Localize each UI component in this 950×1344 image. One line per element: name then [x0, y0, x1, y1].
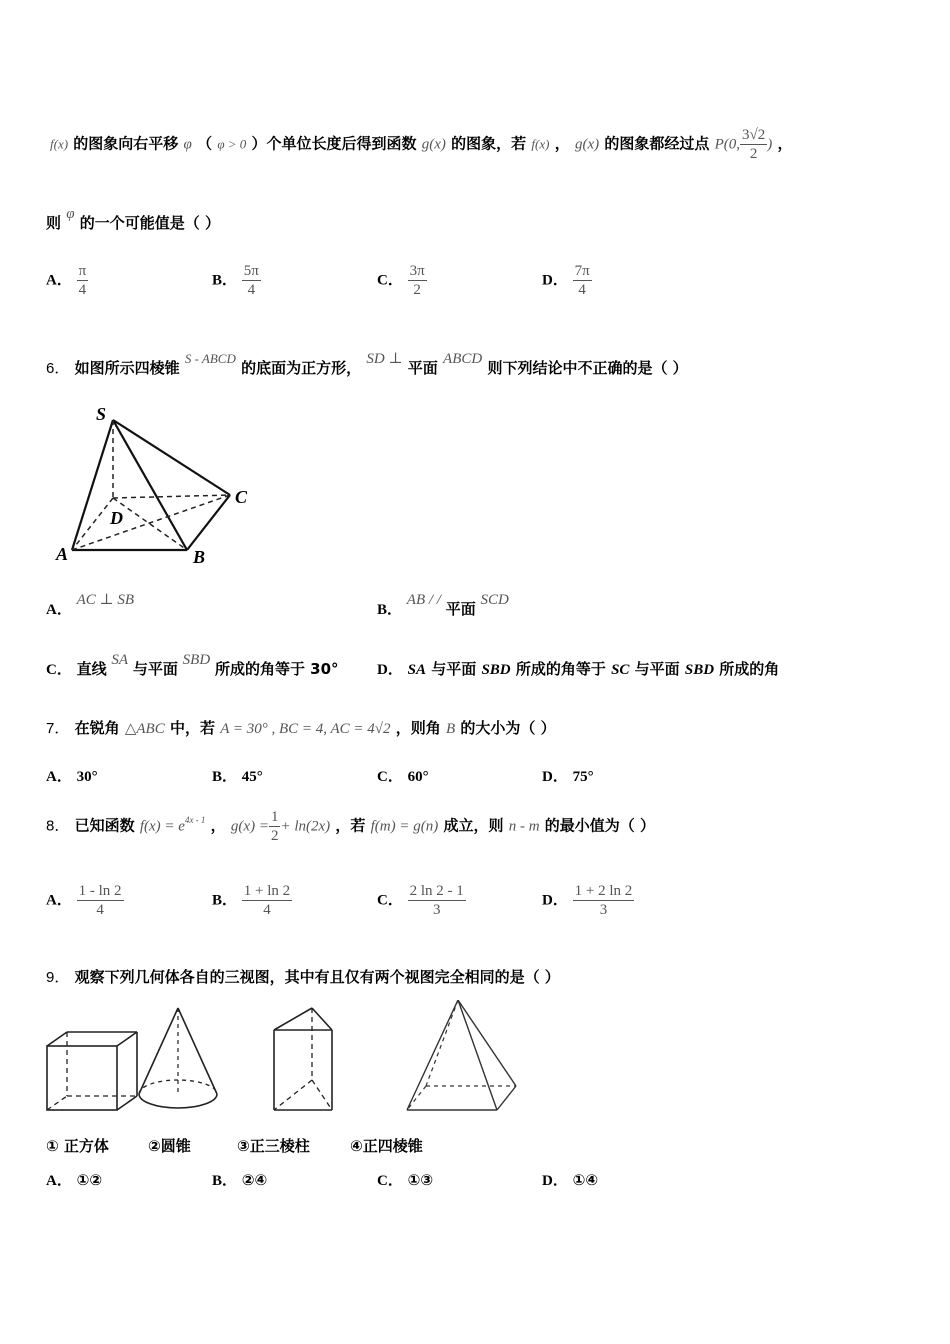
cube-drawing: [47, 1032, 137, 1110]
option-label: C．: [377, 892, 403, 909]
q8-text4: 的最小值为（ ）: [544, 816, 656, 835]
frac-den: 4: [578, 282, 586, 298]
q5-end: ，: [777, 134, 793, 153]
option-label: A．: [46, 892, 72, 909]
q5-phi2: φ: [66, 206, 75, 222]
q8-option-d[interactable]: [542, 882, 634, 919]
q5-option-d-frac: [573, 262, 592, 299]
frac-den: 2: [270, 828, 279, 844]
solids-figure: [40, 1000, 530, 1120]
q6-m2: SD ⊥: [366, 351, 403, 367]
q6-option-b-math2: SCD: [480, 592, 509, 608]
frac-den: 4: [78, 282, 87, 298]
q5-fx: f(x): [50, 136, 69, 152]
q6-option-c-m2: SBD: [182, 652, 211, 668]
q6-d-p2: SBD: [481, 662, 511, 678]
frac-num: 5π: [243, 263, 259, 279]
q8-option-d-frac: [573, 882, 635, 919]
q7-text4: 的大小为（ ）: [460, 719, 556, 737]
q6-m1: S - ABCD: [184, 351, 236, 366]
q9-option-a[interactable]: [46, 1169, 102, 1190]
frac-den: 4: [96, 902, 104, 918]
label-c: C: [235, 487, 248, 507]
q8-option-c-frac: [408, 882, 466, 919]
frac-num: π: [78, 263, 87, 279]
q6-option-a[interactable]: [46, 592, 135, 619]
option-label: B．: [212, 1173, 238, 1189]
q6-text3: 平面: [407, 359, 438, 377]
q5-text1: 的图象向右平移: [73, 134, 179, 153]
q7-text2: 中，若: [169, 719, 215, 737]
option-value: ①②: [76, 1171, 103, 1189]
q9-option-b[interactable]: [212, 1169, 267, 1190]
q8-option-a-frac: [77, 882, 124, 919]
q7-triangle: △ABC: [124, 721, 165, 737]
option-label: A．: [46, 769, 72, 785]
label-s: S: [96, 404, 107, 424]
q7-angle-b: B: [445, 721, 456, 737]
option-label: A．: [46, 272, 72, 289]
q9-caption-prism: [237, 1135, 310, 1156]
frac-num: 7π: [574, 263, 590, 279]
q8-text2: ，若: [335, 816, 366, 835]
frac-num: 1 + ln 2: [243, 883, 291, 899]
option-label: A．: [46, 1173, 72, 1189]
option-label: A．: [46, 602, 72, 618]
q7-condition: A = 30° , BC = 4, AC = 4√2: [220, 721, 391, 737]
q6-m3: ABCD: [443, 351, 483, 367]
option-value: 75°: [572, 769, 594, 785]
frac-den: 4: [263, 902, 271, 918]
q5-text5: 的图象都经过点: [604, 134, 710, 153]
q9-number: 9．: [46, 969, 70, 986]
q8-g-pre: g(x) =: [230, 818, 269, 835]
q8-f: f(x) = e: [139, 818, 185, 835]
q5-option-b[interactable]: [212, 262, 261, 299]
option-label: C．: [377, 769, 403, 785]
label-a: A: [56, 544, 69, 564]
q6-d-p7: 所成的角: [714, 660, 780, 678]
q8-condition: f(m) = g(n): [370, 818, 439, 835]
q6-stem: [46, 351, 688, 378]
q5-point-den: 2: [749, 146, 758, 162]
option-label: D．: [377, 662, 403, 678]
option-value: ②④: [241, 1171, 268, 1189]
q8-g-post: + ln(2x): [280, 818, 331, 835]
q5-point-num: 3√2: [742, 127, 766, 143]
label-d: D: [110, 508, 123, 528]
q6-option-a-math: AC ⊥ SB: [76, 592, 135, 608]
q5-stem-line1: [50, 126, 793, 163]
q6-option-d[interactable]: [377, 658, 779, 679]
q5-fx2: f(x): [531, 136, 550, 152]
q5-option-c-frac: [408, 262, 427, 299]
q8-option-a[interactable]: [46, 882, 124, 919]
q7-text3: ，则角: [395, 719, 441, 737]
q9-stem: [46, 966, 560, 987]
option-label: B．: [212, 272, 238, 289]
option-label: D．: [542, 892, 568, 909]
frac-den: 2: [413, 282, 421, 298]
option-value: 45°: [241, 769, 263, 785]
caption-text: ① 正方体: [46, 1137, 109, 1155]
q5-comma: ，: [554, 134, 570, 153]
q6-option-b[interactable]: [377, 592, 509, 619]
square-pyramid-drawing: [407, 1000, 516, 1110]
option-label: D．: [542, 769, 568, 785]
option-label: B．: [212, 769, 238, 785]
q6-d-p0: SA: [407, 662, 426, 678]
option-label: D．: [542, 272, 568, 289]
q5-option-d[interactable]: [542, 262, 592, 299]
q5-point-frac: [740, 126, 767, 163]
option-value: 30°: [76, 769, 98, 785]
q6-option-b-text: 平面: [445, 600, 476, 618]
q8-number: 8．: [46, 817, 70, 835]
option-label: C．: [46, 662, 72, 678]
q5-option-a-frac: [77, 262, 89, 299]
q5-option-c[interactable]: [377, 262, 427, 299]
q9-text: 观察下列几何体各自的三视图，其中有且仅有两个视图完全相同的是（ ）: [74, 968, 560, 986]
q7-text1: 在锐角: [74, 719, 120, 737]
q5-point-pre: P(0,: [714, 136, 741, 153]
pyramid-figure: [50, 400, 270, 575]
q6-option-c-t2: 与平面: [132, 660, 178, 678]
frac-den: 3: [599, 902, 608, 918]
q8-f-exp: 4x - 1: [184, 814, 206, 825]
caption-text: ④正四棱锥: [350, 1137, 423, 1155]
q6-text4: 则下列结论中不正确的是（ ）: [487, 359, 688, 377]
q6-option-c-m1: SA: [111, 652, 129, 668]
q9-option-c[interactable]: [377, 1169, 433, 1190]
q6-option-c[interactable]: [46, 652, 339, 679]
q5-option-b-frac: [242, 262, 261, 299]
option-value: ①③: [407, 1171, 434, 1189]
q7-stem: [46, 717, 556, 738]
q8-text1: 已知函数: [74, 816, 135, 835]
q7-option-d[interactable]: [542, 765, 594, 786]
q9-option-d[interactable]: [542, 1169, 598, 1190]
q9-caption-cone: [148, 1135, 191, 1156]
q8-option-c[interactable]: [377, 882, 466, 919]
q8-comma: ，: [210, 816, 226, 835]
q5-text3: ）个单位长度后得到函数: [251, 134, 417, 153]
q8-expr: n - m: [508, 818, 540, 835]
option-label: D．: [542, 1173, 568, 1189]
q5-option-a[interactable]: [46, 262, 88, 299]
q5-text2: （: [197, 134, 213, 153]
option-value: 60°: [407, 769, 429, 785]
frac-num: 1 + 2 ln 2: [574, 883, 633, 899]
q5-gx2: g(x): [574, 136, 600, 153]
frac-den: 4: [247, 282, 256, 298]
option-value: ①④: [572, 1171, 599, 1189]
q6-text1: 如图所示四棱锥: [74, 359, 180, 377]
frac-den: 3: [432, 902, 441, 918]
option-label: B．: [212, 892, 238, 909]
frac-num: 1 - ln 2: [78, 883, 122, 899]
q7-option-a[interactable]: [46, 765, 98, 786]
q6-d-p3: 所成的角等于: [510, 660, 612, 678]
q7-option-b[interactable]: [212, 765, 263, 786]
q9-caption-pyramid: [350, 1135, 423, 1156]
option-label: B．: [377, 602, 403, 618]
q5-then: 则: [46, 214, 62, 232]
q5-point-post: ): [767, 136, 773, 153]
q6-d-p5: 与平面: [629, 660, 685, 678]
q5-gx: g(x): [421, 136, 446, 153]
q6-text2: 的底面为正方形，: [241, 359, 362, 377]
prism-drawing: [274, 1008, 332, 1110]
q5-stem-line2: [46, 206, 221, 233]
q8-option-b-frac: [242, 882, 292, 919]
frac-num: 2 ln 2 - 1: [409, 883, 464, 899]
option-label: C．: [377, 1173, 403, 1189]
q6-d-p4: SC: [611, 662, 630, 678]
caption-text: ③正三棱柱: [237, 1137, 310, 1155]
frac-num: 1: [270, 809, 279, 825]
q6-number: 6．: [46, 360, 70, 377]
q6-option-c-t3: 所成的角等于 30°: [214, 660, 339, 678]
option-label: C．: [377, 272, 403, 289]
q6-option-b-math: AB / /: [406, 592, 441, 608]
q6-d-p1: 与平面: [425, 660, 482, 678]
q6-d-p6: SBD: [684, 662, 715, 678]
q5-question: 的一个可能值是（ ）: [79, 214, 221, 232]
q7-number: 7．: [46, 720, 70, 737]
q5-phi: φ: [183, 136, 192, 153]
q8-g-frac: [269, 808, 281, 845]
q8-option-b[interactable]: [212, 882, 292, 919]
frac-num: 3π: [409, 263, 425, 279]
q6-option-c-t1: 直线: [76, 660, 107, 678]
q9-caption-cube: [46, 1135, 109, 1156]
q8-stem: [46, 808, 655, 845]
label-b: B: [193, 547, 206, 567]
q7-option-c[interactable]: [377, 765, 429, 786]
q5-phi-cond: φ > 0: [217, 136, 247, 152]
q8-text3: 成立，则: [443, 816, 504, 835]
caption-text: ②圆锥: [148, 1137, 191, 1155]
q5-text4: 的图象，若: [451, 134, 527, 153]
